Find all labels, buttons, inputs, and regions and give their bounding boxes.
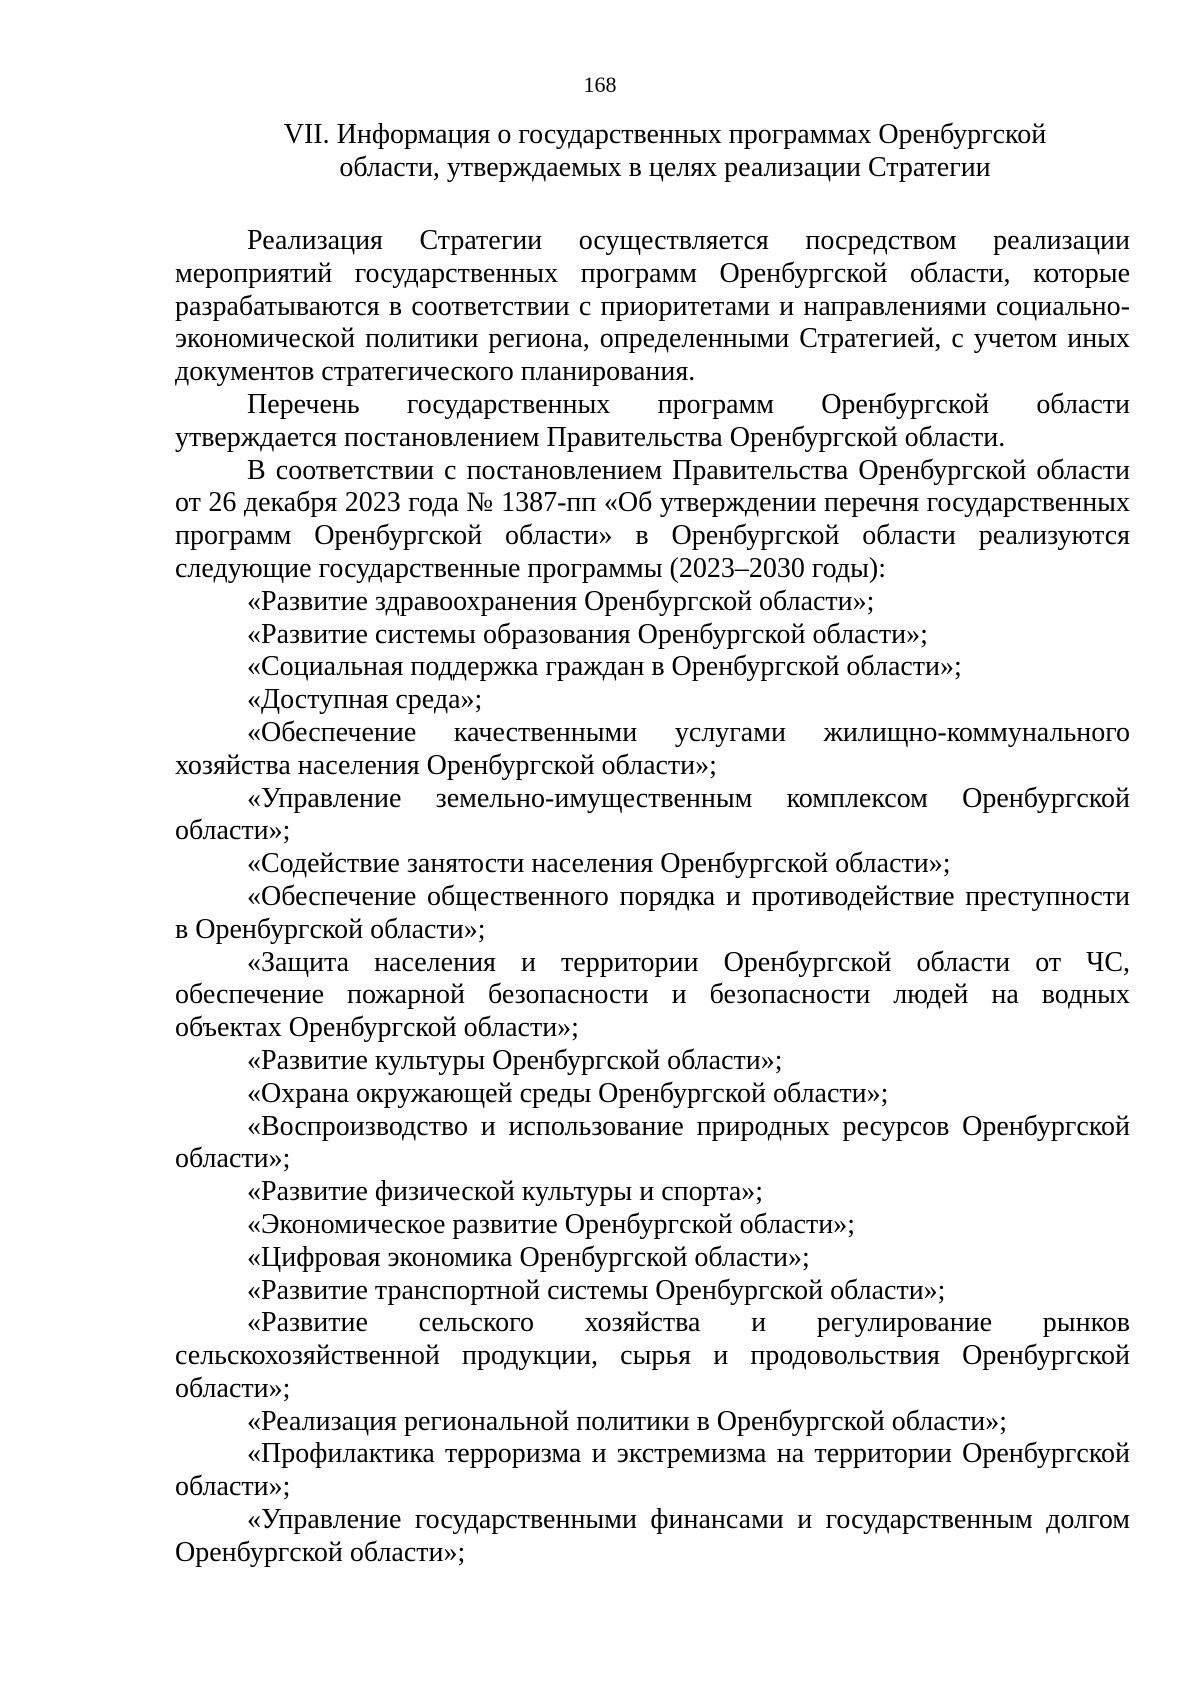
program-list-item: «Развитие физической культуры и спорта»; <box>247 1176 764 1208</box>
program-list-item: «Цифровая экономика Оренбургской области»; <box>247 1241 810 1273</box>
page-number: 168 <box>583 72 617 97</box>
program-list-item: «Управление государственными финансами и государственным долгом Оренбургской области»; <box>175 1504 1130 1568</box>
program-list-item: «Реализация региональной политики в Оренбургской области»; <box>247 1405 1008 1437</box>
document-body <box>175 225 1130 1570</box>
program-list-item: «Развитие системы образования Оренбургской области»; <box>247 618 928 650</box>
section-heading <box>200 118 1130 184</box>
program-list-item: «Экономическое развитие Оренбургской области»; <box>247 1208 856 1240</box>
program-list-item: «Развитие транспортной системы Оренбургской области»; <box>247 1274 946 1306</box>
paragraph: В соответствии с постановлением Правительства Оренбургской области от 26 декабря 2023 года № 1387-пп «Об утверждении перечня государственных программ Оренбургской области» в Оренбургской области реализуются следующие государственные программы (2023–2030 годы): <box>175 454 1130 584</box>
program-list-item: «Развитие культуры Оренбургской области»; <box>247 1044 783 1076</box>
program-list-item: «Доступная среда»; <box>247 684 483 716</box>
paragraph: Перечень государственных программ Оренбургской области утверждается постановлением Правительства Оренбургской области. <box>175 388 1130 453</box>
program-list-item: «Развитие здравоохранения Оренбургской области»; <box>247 585 875 617</box>
program-list-item: «Обеспечение общественного порядка и противодействие преступности в Оренбургской области»; <box>175 880 1130 945</box>
program-list-item: «Охрана окружающей среды Оренбургской области»; <box>247 1077 889 1109</box>
program-list-item: «Обеспечение качественными услугами жилищно-коммунального хозяйства населения Оренбургской области»; <box>175 716 1130 781</box>
program-list-item: «Социальная поддержка граждан в Оренбургской области»; <box>247 651 962 683</box>
program-list-item: «Профилактика терроризма и экстремизма на территории Оренбургской области»; <box>175 1438 1130 1503</box>
paragraph: Реализация Стратегии осуществляется посредством реализации мероприятий государственных программ Оренбургской области, которые разрабатываются в соответствии с приоритетами и направлениями социально-экономической политики региона, определенными Стратегией, с учетом иных документов стратегического планирования. <box>175 225 1130 388</box>
section-heading-line-2: области, утверждаемых в целях реализации Стратегии <box>339 152 991 183</box>
program-list-item: «Воспроизводство и использование природных ресурсов Оренбургской области»; <box>175 1110 1130 1175</box>
program-list-item: «Защита населения и территории Оренбургской области от ЧС, обеспечение пожарной безопасности и безопасности людей на водных объектах Оренбургской области»; <box>175 946 1130 1044</box>
program-list-item: «Управление земельно-имущественным комплексом Оренбургской области»; <box>175 782 1130 847</box>
section-heading-line-1: VII. Информация о государственных программах Оренбургской <box>283 119 1047 150</box>
program-list-item: «Развитие сельского хозяйства и регулирование рынков сельскохозяйственной продукции, сырья и продовольствия Оренбургской области»; <box>175 1307 1130 1404</box>
program-list-item: «Содействие занятости населения Оренбургской области»; <box>247 848 951 880</box>
